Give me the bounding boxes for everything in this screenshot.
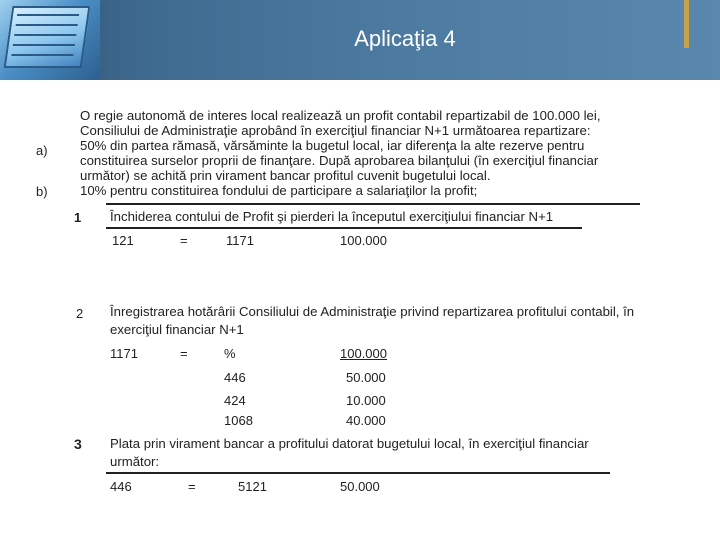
item-b-text: 10% pentru constituirea fondului de participare a salariaţilor la profit; [80,183,478,198]
operation-divider [106,472,610,474]
slide-header [0,0,720,80]
sub-account: 446 [224,370,246,385]
entry-amount: 50.000 [340,479,380,494]
operation-number: 2 [76,306,84,321]
credit-account: 1171 [226,233,254,248]
operation-number: 1 [74,210,82,225]
operation-number: 3 [74,436,82,452]
operation-description: Închiderea contului de Profit şi pierderi la începutul exerciţiului financiar N+1 [110,209,554,224]
intro-text: O regie autonomă de interes local realizează un profit contabil repartizabil de 100.000 lei, Consiliului de Administraţie aprobând în exerciţiul financiar N+1 următoarea repartizare: [80,108,601,138]
credit-account: 5121 [238,479,267,494]
operation-description: Plata prin virament bancar a profitului datorat bugetului local, în exerciţiul financiar următor: [110,436,589,469]
equals-sign: = [188,479,196,494]
sub-amount: 40.000 [346,413,386,428]
equals-sign: = [180,233,188,248]
entry-amount: 100.000 [340,346,387,361]
sub-amount: 10.000 [346,393,386,408]
debit-account: 121 [112,233,134,248]
debit-account: 446 [110,479,132,494]
equals-sign: = [180,346,188,361]
sub-amount: 50.000 [346,370,386,385]
item-b-marker: b) [36,184,48,199]
entry-amount: 100.000 [340,233,387,248]
operation-divider [106,227,582,229]
slide-title: Aplicaţia 4 [354,26,456,51]
item-a-text: 50% din partea rămasă, vărsăminte la bugetul local, iar diferenţa la alte rezerve pentru constituirea surselor proprii de finanţare. După aprobarea bilanţului (în exerciţiul financiar următor) se achită prin virament bancar profitul cuvenit bugetului local. [80,138,599,183]
problem-statement [80,108,640,198]
intro-divider [106,203,640,205]
debit-account: 1171 [110,346,138,361]
credit-account: % [224,346,236,361]
header-accent-bar [684,0,689,48]
sub-account: 424 [224,393,246,408]
sub-account: 1068 [224,413,253,428]
operation-description: Înregistrarea hotărârii Consiliului de Administraţie privind repartizarea profitului contabil, în exerciţiul financiar N+1 [110,304,635,337]
item-a-marker: a) [36,143,48,158]
